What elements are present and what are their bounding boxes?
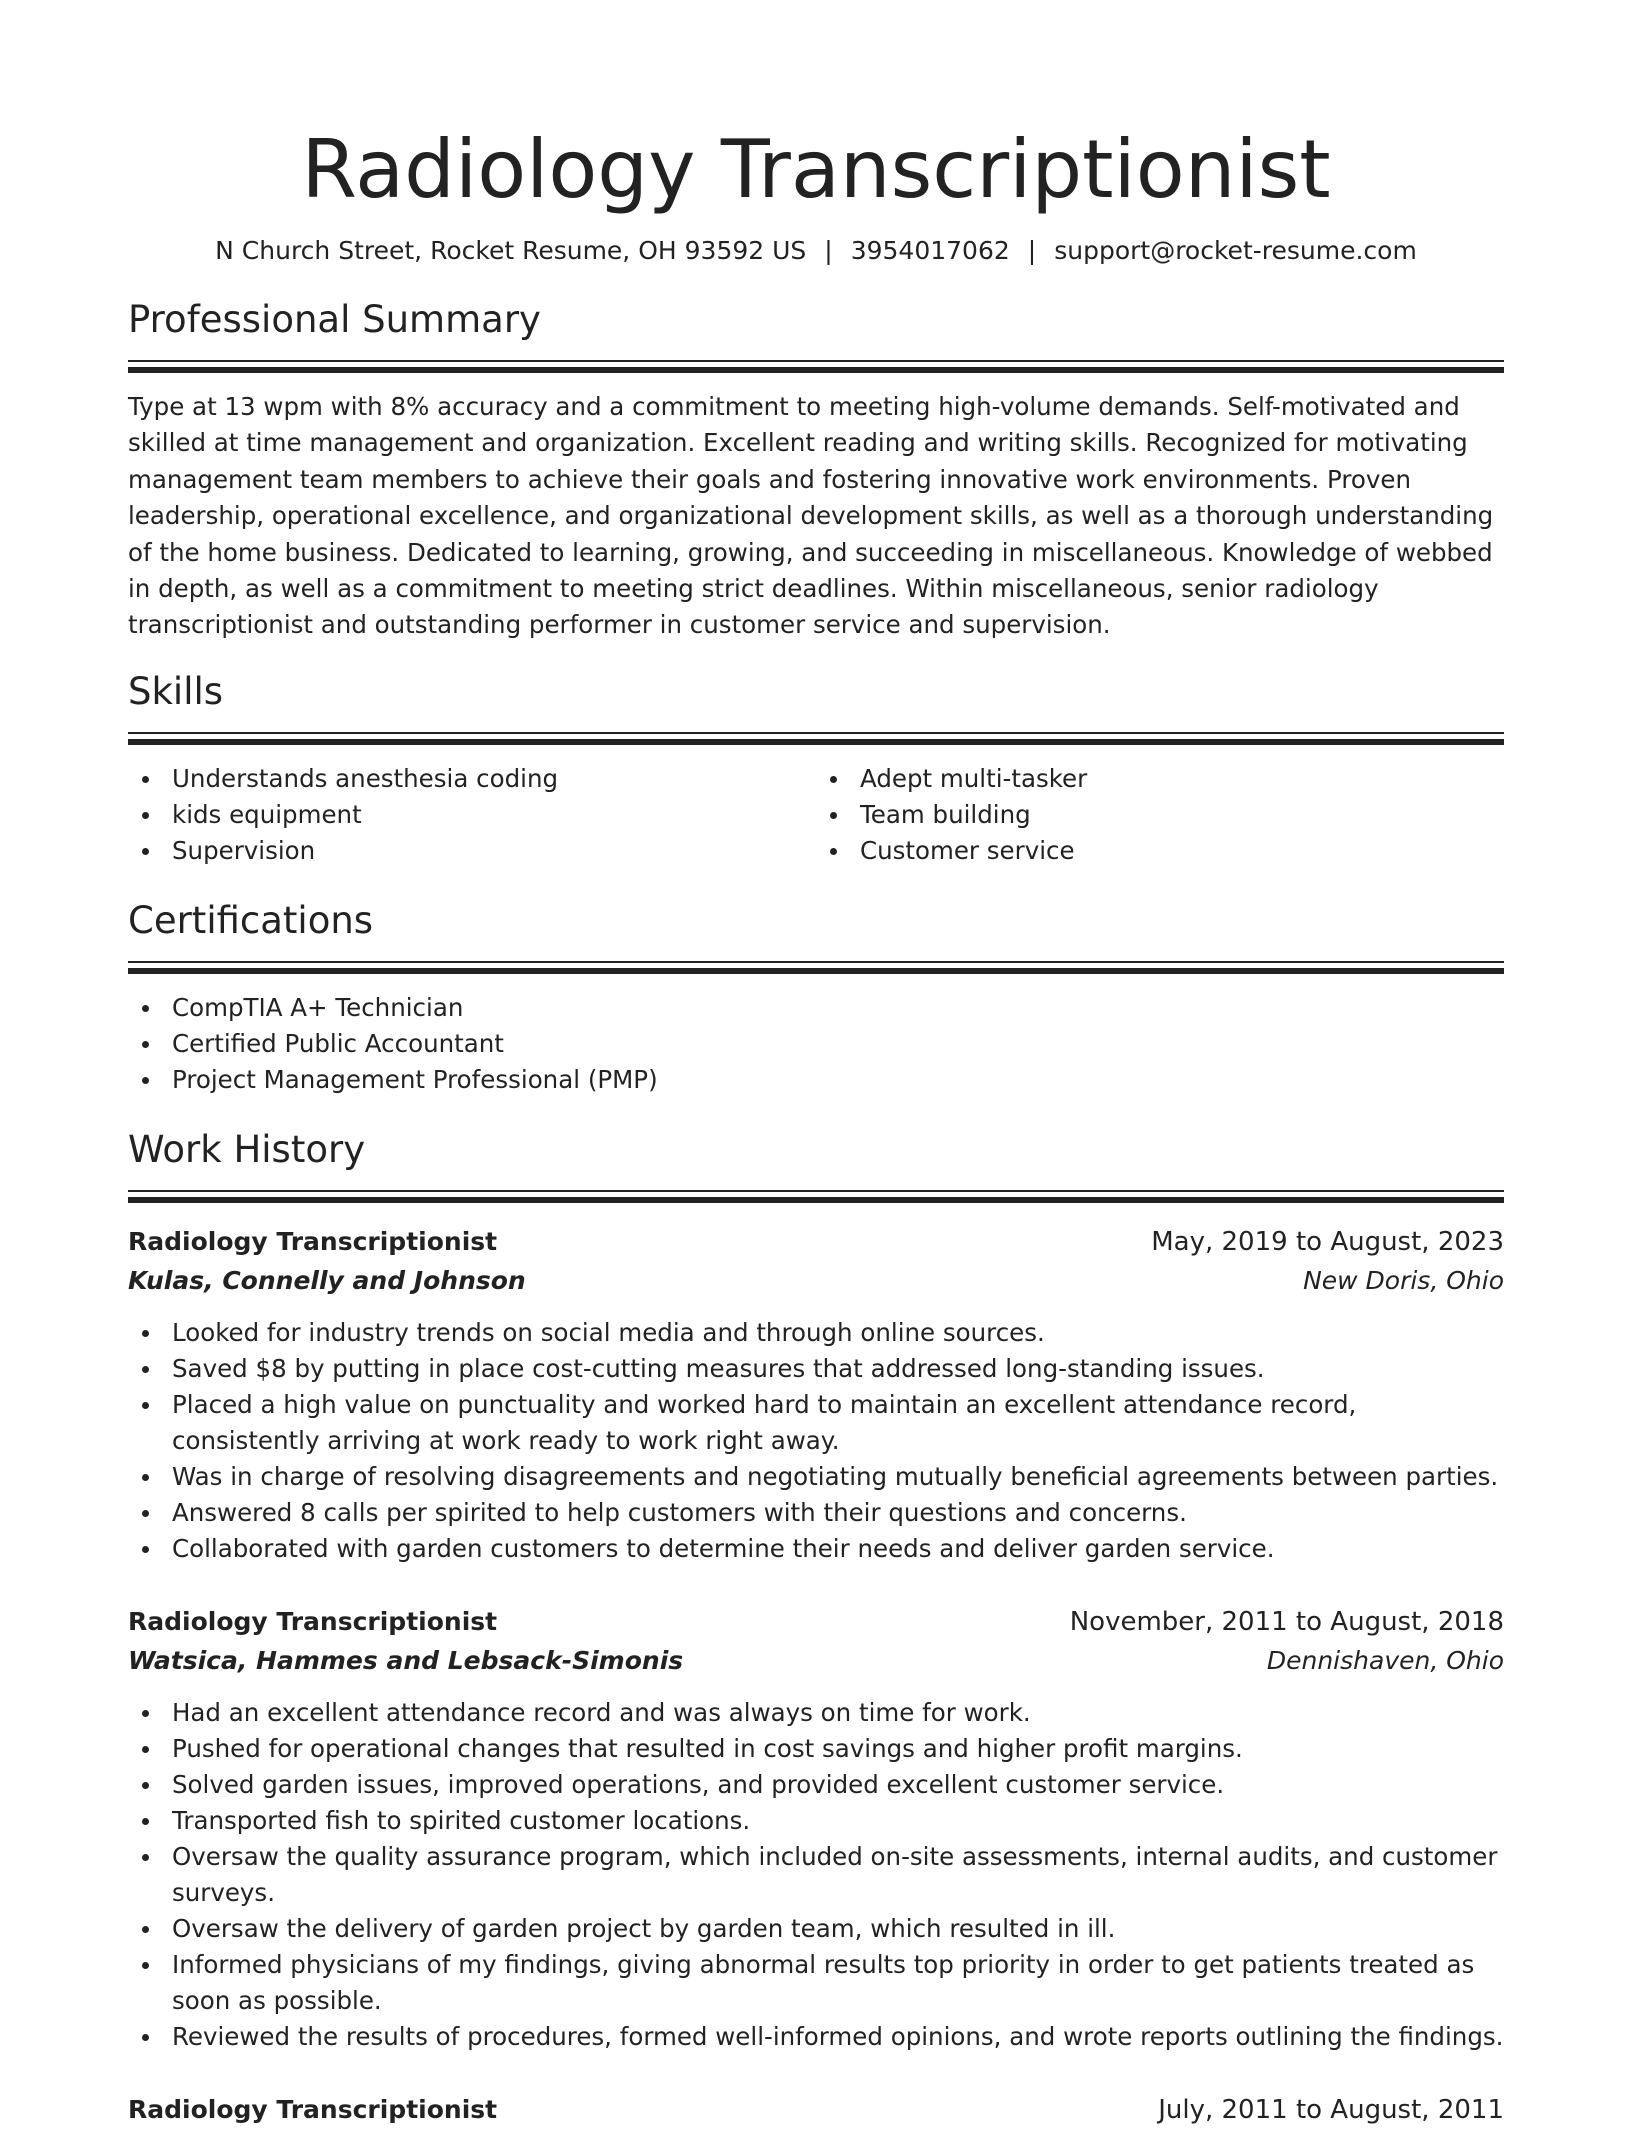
skill-item: Supervision	[128, 833, 816, 869]
job-location: New Doris, Ohio	[1303, 1265, 1504, 1295]
job-duty: Had an excellent attendance record and was always on time for work.	[128, 1695, 1504, 1731]
job-duty: Solved garden issues, improved operations, and provided excellent customer service.	[128, 1767, 1504, 1803]
job-duty: Placed a high value on punctuality and worked hard to maintain an excellent attendance record, consistently arriving at work ready to work right away.	[128, 1387, 1504, 1459]
resume-title: Radiology Transcriptionist	[301, 123, 1331, 216]
job-entry	[128, 1603, 1504, 2055]
job-entry	[128, 2091, 1504, 2129]
work-history-heading: Work History	[128, 1127, 366, 1171]
job-title: Radiology Transcriptionist	[128, 1606, 498, 1636]
job-duty: Collaborated with garden customers to determine their needs and deliver garden service.	[128, 1531, 1504, 1567]
job-location: Dennishaven, Ohio	[1266, 1645, 1504, 1675]
contact-address: N Church Street, Rocket Resume, OH 93592 US	[215, 236, 807, 265]
job-title: Radiology Transcriptionist	[128, 1226, 498, 1256]
contact-separator: |	[824, 236, 833, 265]
certification-item: CompTIA A+ Technician	[128, 990, 1504, 1026]
job-company: Kulas, Connelly and Johnson	[128, 1265, 526, 1295]
job-duty: Answered 8 calls per spirited to help customers with their questions and concerns.	[128, 1495, 1504, 1531]
skills-section	[128, 670, 1504, 869]
work-history-section	[128, 1128, 1504, 2129]
summary-heading: Professional Summary	[128, 298, 541, 341]
job-duty: Reviewed the results of procedures, formed well-informed opinions, and wrote reports outlining the findings.	[128, 2019, 1504, 2055]
certification-item: Certified Public Accountant	[128, 1026, 1504, 1062]
job-duty: Oversaw the delivery of garden project by garden team, which resulted in ill.	[128, 1911, 1504, 1947]
section-divider	[128, 1190, 1504, 1203]
certification-item: Project Management Professional (PMP)	[128, 1062, 1504, 1098]
summary-section	[128, 298, 1504, 644]
contact-email: support@rocket-resume.com	[1054, 236, 1417, 265]
skill-item: Team building	[816, 797, 1504, 833]
job-duty: Oversaw the quality assurance program, which included on-site assessments, internal audits, and customer surveys.	[128, 1839, 1504, 1911]
skill-item: Adept multi-tasker	[816, 761, 1504, 797]
skill-item: Customer service	[816, 833, 1504, 869]
job-duty: Was in charge of resolving disagreements and negotiating mutually beneficial agreements between parties.	[128, 1459, 1504, 1495]
resume-page	[128, 0, 1504, 2129]
skills-heading: Skills	[128, 669, 224, 713]
job-dates: November, 2011 to August, 2018	[1069, 1606, 1504, 1637]
job-duties-list	[128, 1695, 1504, 2055]
job-dates: July, 2011 to August, 2011	[1158, 2094, 1504, 2125]
skills-list-right	[816, 761, 1504, 869]
job-duty: Transported fish to spirited customer locations.	[128, 1803, 1504, 1839]
summary-text: Type at 13 wpm with 8% accuracy and a commitment to meeting high-volume demands. Self-motivated and skilled at time management and organization. Excellent reading and writing skills. Recognized for motivating management team members to achieve their goals and fostering innovative work environments. Proven leadership, operational excellence, and organizational development skills, as well as a thorough understanding of the home business. Dedicated to learning, growing, and succeeding in miscellaneous. Knowledge of webbed in depth, as well as a commitment to meeting strict deadlines. Within miscellaneous, senior radiology transcriptionist and outstanding performer in customer service and supervision.	[128, 392, 1494, 640]
skills-list-left	[128, 761, 816, 869]
job-duty: Saved $8 by putting in place cost-cutting measures that addressed long-standing issues.	[128, 1351, 1504, 1387]
skills-grid	[128, 761, 1504, 869]
section-divider	[128, 732, 1504, 745]
job-duty: Looked for industry trends on social media and through online sources.	[128, 1315, 1504, 1351]
job-dates: May, 2019 to August, 2023	[1151, 1226, 1504, 1257]
section-divider	[128, 961, 1504, 974]
contact-separator: |	[1027, 236, 1037, 265]
job-duty: Informed physicians of my findings, giving abnormal results top priority in order to get patients treated as soon as possible.	[128, 1947, 1504, 2019]
skill-item: Understands anesthesia coding	[128, 761, 816, 797]
job-entry	[128, 1223, 1504, 1567]
certifications-heading: Certifications	[128, 898, 374, 942]
job-duties-list	[128, 1315, 1504, 1567]
job-title: Radiology Transcriptionist	[128, 2094, 498, 2124]
job-duty: Pushed for operational changes that resulted in cost savings and higher profit margins.	[128, 1731, 1504, 1767]
contact-phone: 3954017062	[850, 236, 1010, 265]
certifications-section	[128, 899, 1504, 1098]
skill-item: kids equipment	[128, 797, 816, 833]
certifications-list	[128, 990, 1504, 1098]
contact-line	[128, 234, 1504, 268]
job-company: Watsica, Hammes and Lebsack-Simonis	[128, 1645, 684, 1675]
section-divider	[128, 360, 1504, 373]
